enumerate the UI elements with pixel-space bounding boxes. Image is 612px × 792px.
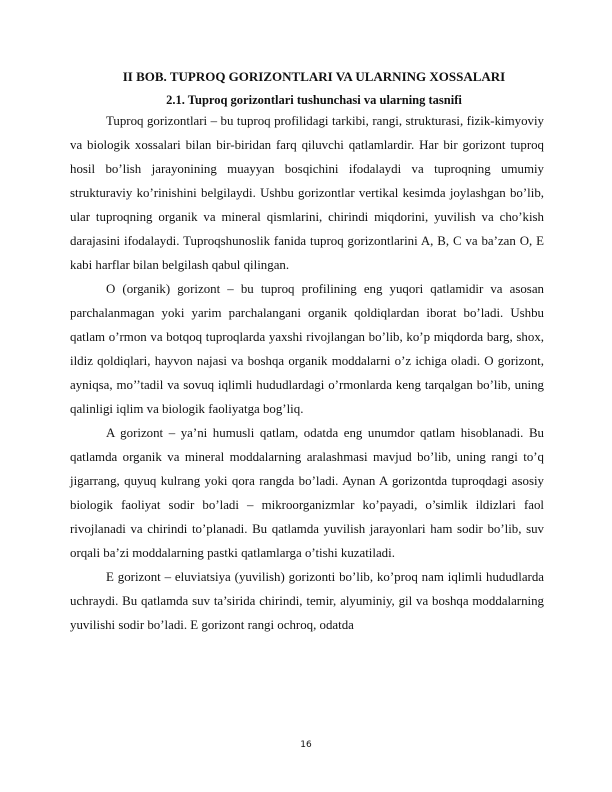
chapter-title: II BOB. TUPROQ GORIZONTLARI VA ULARNING XOSSALARI: [122, 69, 506, 84]
paragraph-a-horizon: A gorizont – ya’ni humusli qatlam, odatda eng unumdor qatlam hisoblanadi. Bu qatlamda organik va mineral moddalarning aralashmasi mavjud bo’lib, uning rangi to’q jigarrang, quyuq kulrang yoki qora rangda bo’ladi. Aynan A gorizontda tuproqdagi asosiy biologik faoliyat sodir bo’ladi – mikroorganizmlar ko’payadi, o’simlik ildizlari faol rivojlanadi va chirindi to’planadi. Bu qatlamda yuvilish jarayonlari ham sodir bo’lib, suv orqali ba’zi moddalarning pastki qatlamlarga o’tishi kuzatiladi.: [70, 426, 544, 560]
paragraph-horizons-definition: Tuproq gorizontlari – bu tuproq profilidagi tarkibi, rangi, strukturasi, fizik-kimyoviy va biologik xossalari bilan bir-biridan farq qiluvchi qatlamlardir. Har bir gorizont tuproq hosil bo’lish jarayonining muayyan bosqichini ifodalaydi va tuproqning umumiy strukturaviy ko’rinishini belgilaydi. Ushbu gorizontlar vertikal kesimda joylashgan bo’lib, ular tuproqning organik va mineral qismlarini, chirindi miqdorini, yuvilish va cho’kish darajasini ifodalaydi. Tuproqshunoslik fanida tuproq gorizontlarini A, B, C va ba’zan O, E kabi harflar bilan belgilash qabul qilingan.: [70, 114, 544, 272]
section-title: 2.1. Tuproq gorizontlari tushunchasi va ularning tasnifi: [166, 93, 462, 107]
paragraph-e-horizon: E gorizont – eluviatsiya (yuvilish) gorizonti bo’lib, ko’proq nam iqlimli hududlarda uchraydi. Bu qatlamda suv ta’sirida chirindi, temir, alyuminiy, gil va boshqa moddalarning yuvilishi sodir bo’ladi. E gorizont rangi ochroq, odatda: [70, 570, 544, 632]
paragraph-o-horizon: O (organik) gorizont – bu tuproq profilining eng yuqori qatlamidir va asosan parchalanmagan yoki yarim parchalangani organik qoldiqlardan iborat bo’ladi. Ushbu qatlam o’rmon va botqoq tuproqlarda yaxshi rivojlangan bo’lib, ko’p miqdorda barg, shox, ildiz qoldiqlari, hayvon najasi va boshqa organik moddalarni o’z ichiga oladi. O gorizont, ayniqsa, mo’’tadil va sovuq iqlimli hududlardagi o’rmonlarda keng tarqalgan bo’lib, uning qalinligi iqlim va biologik faoliyatga bog’liq.: [70, 282, 544, 416]
page-number: 16: [300, 740, 312, 750]
page-content: [70, 68, 544, 637]
